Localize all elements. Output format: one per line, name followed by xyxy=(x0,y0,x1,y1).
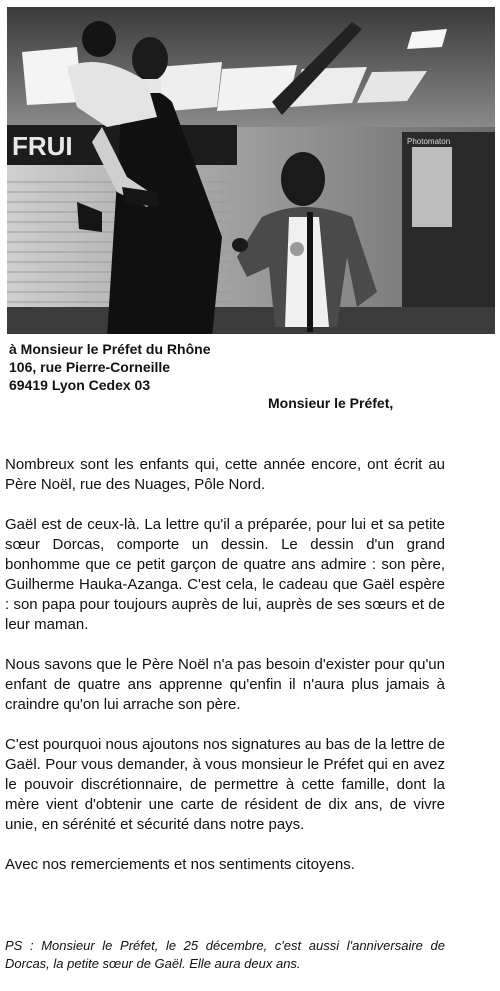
paragraph: Nous savons que le Père Noël n'a pas besoin d'exister pour qu'un enfant de quatre ans apprenne qu'enfin il n'aura plus jamais à craindre qu'on lui arrache son père. xyxy=(5,656,445,713)
fruit-sign-text: FRUI xyxy=(12,131,73,161)
postscript: PS : Monsieur le Préfet, le 25 décembre, c'est aussi l'anniversaire de Dorcas, la petite sœur de Gaël. Elle aura deux ans. xyxy=(5,938,445,971)
address-line: à Monsieur le Préfet du Rhône xyxy=(9,341,211,357)
letter-body xyxy=(5,455,445,895)
family-photo xyxy=(7,7,495,334)
address-line: 69419 Lyon Cedex 03 xyxy=(9,377,151,393)
paragraph: Avec nos remerciements et nos sentiments citoyens. xyxy=(5,856,355,873)
salutation: Monsieur le Préfet, xyxy=(268,395,394,411)
photomaton-sign-text: Photomaton xyxy=(407,137,451,146)
address-line: 106, rue Pierre-Corneille xyxy=(9,359,171,375)
paragraph: Nombreux sont les enfants qui, cette année encore, ont écrit au Père Noël, rue des Nuages, Pôle Nord. xyxy=(5,456,445,493)
paragraph: C'est pourquoi nous ajoutons nos signatures au bas de la lettre de Gaël. Pour vous demander, à vous monsieur le Préfet qui en avez le pouvoir discrétionnaire, de permettre à cette famille, dont la mère vient d'obtenir une carte de résident de dix ans, de vivre unie, en sérénité et sécurité dans notre pays. xyxy=(5,736,445,833)
recipient-address xyxy=(9,340,210,394)
paragraph: Gaël est de ceux-là. La lettre qu'il a préparée, pour lui et sa petite sœur Dorcas, comporte un dessin. Le dessin d'un grand bonhomme que ce petit garçon de quatre ans admire : son père, Guilherme Hauka-Azanga. C'est cela, le cadeau que Gaël espère : son papa pour toujours auprès de lui, auprès de ses sœurs et de leur maman. xyxy=(5,516,445,633)
